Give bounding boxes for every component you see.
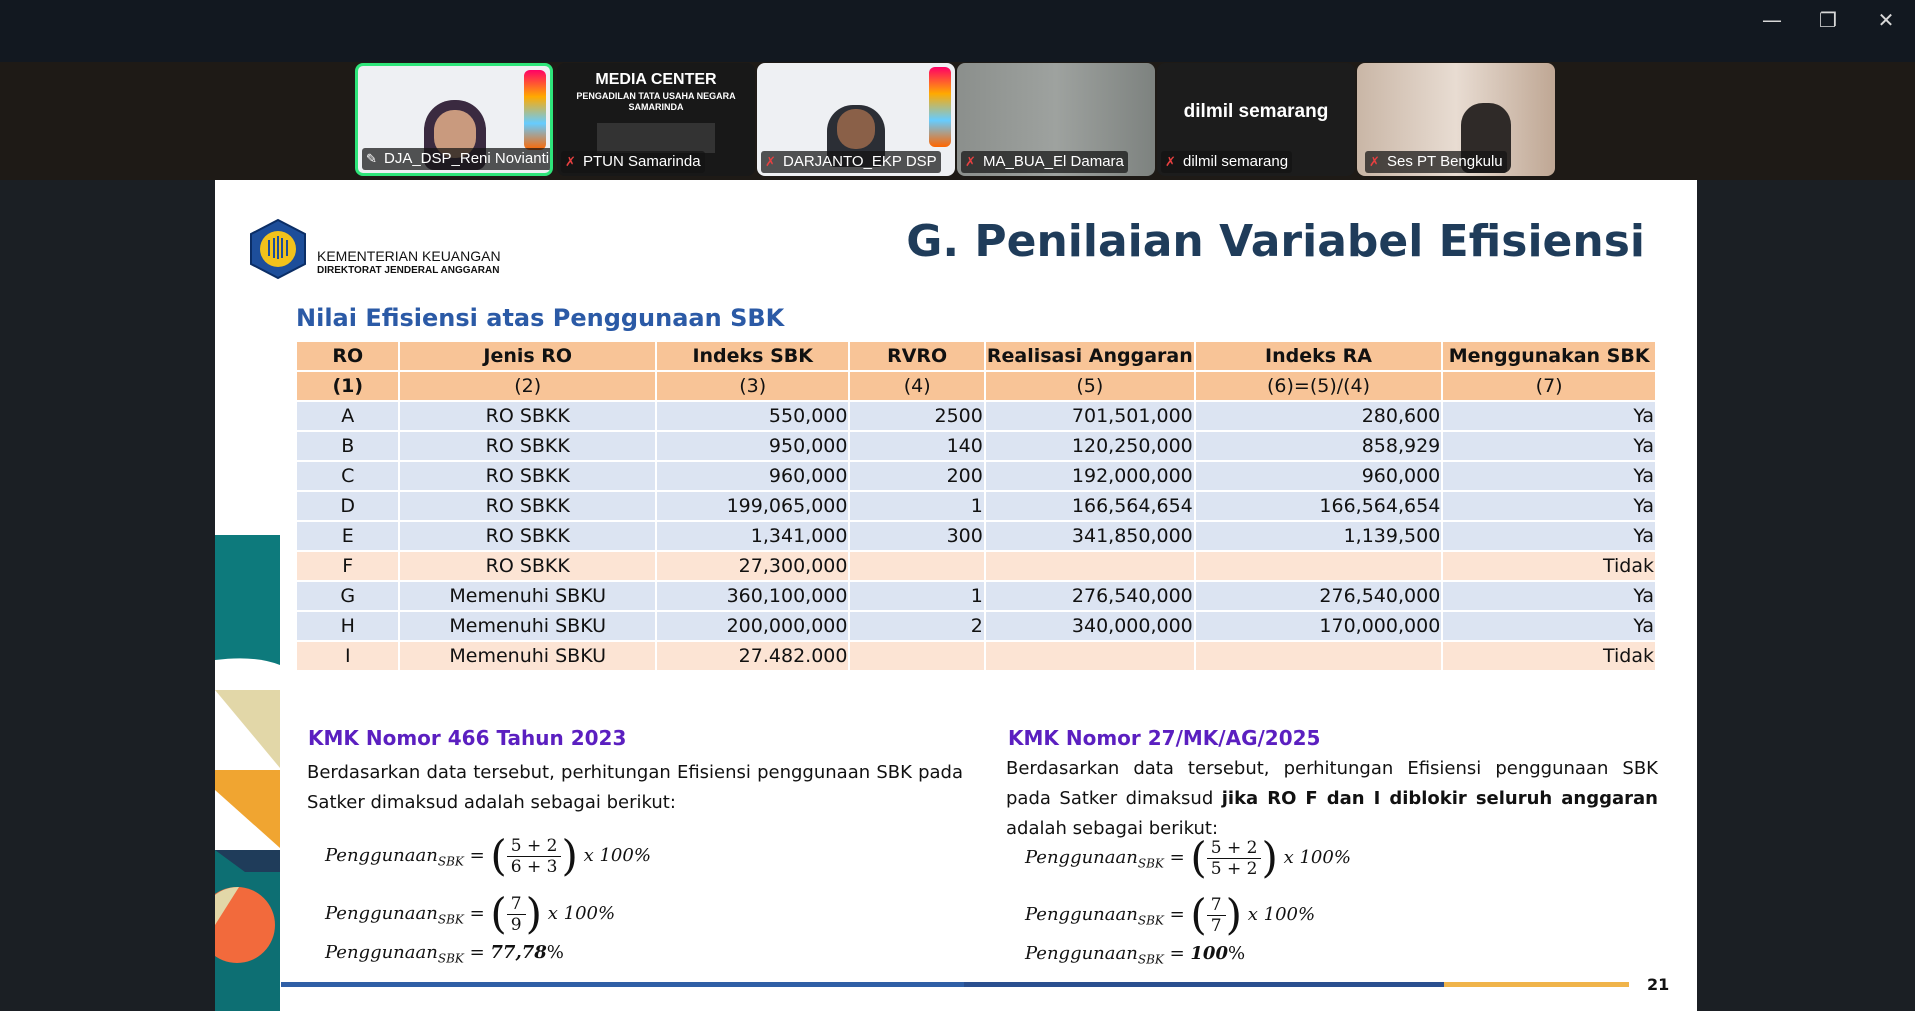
formula-right-2: Penggunaan$_{SBK}$ = ( $\frac{7}{7}$ ) x 100% <box>1025 890 1316 939</box>
footer-bar <box>1444 982 1629 987</box>
formula-numerator: 5 + 2 <box>1207 838 1262 859</box>
cell-indeks-sbk: 960,000 <box>657 462 848 490</box>
table-row <box>297 552 1655 580</box>
kmk-right-heading: KMK Nomor 27/MK/AG/2025 <box>1008 726 1321 750</box>
cell-ro: E <box>297 522 398 550</box>
mic-muted-icon: ✗ <box>965 154 976 169</box>
cell-realisasi: 192,000,000 <box>986 462 1194 490</box>
cell-ro: D <box>297 492 398 520</box>
kmk-left-text: Berdasarkan data tersebut, perhitungan Efisiensi penggunaan SBK pada Satker dimaksud adalah sebagai berikut: <box>307 762 963 813</box>
formula-label: Penggunaan <box>1025 847 1138 868</box>
table-row <box>297 522 1655 550</box>
cell-indeks-ra <box>1196 552 1442 580</box>
formula-result: 77,78 <box>490 942 547 963</box>
cell-indeks-sbk: 199,065,000 <box>657 492 848 520</box>
footer-bar <box>281 982 1029 987</box>
cell-indeks-sbk: 950,000 <box>657 432 848 460</box>
efficiency-table <box>295 340 1657 672</box>
table-row <box>297 432 1655 460</box>
decor-shape <box>215 770 280 848</box>
formula-right-1: Penggunaan$_{SBK}$ = ( $\frac{5 + 2}{5 + 2}$ ) x 100% <box>1025 833 1351 882</box>
cell-indeks-sbk: 27.482.000 <box>657 642 848 670</box>
column-number: (7) <box>1443 372 1655 400</box>
table-row <box>297 402 1655 430</box>
table-header-row <box>297 342 1655 370</box>
formula-subscript: SBK <box>437 951 464 966</box>
column-header: Jenis RO <box>400 342 655 370</box>
window-titlebar <box>0 0 1915 62</box>
formula-subscript: SBK <box>437 912 464 927</box>
participant-tile[interactable] <box>957 63 1155 176</box>
decor-banner <box>929 67 951 147</box>
decor-shape <box>215 535 280 690</box>
column-number-row <box>297 372 1655 400</box>
cell-ro: G <box>297 582 398 610</box>
cell-menggunakan: Tidak <box>1443 552 1655 580</box>
column-number: (3) <box>657 372 848 400</box>
cell-realisasi: 701,501,000 <box>986 402 1194 430</box>
cell-indeks-sbk: 200,000,000 <box>657 612 848 640</box>
cell-rvro <box>850 642 983 670</box>
mic-muted-icon: ✗ <box>1165 154 1176 169</box>
decor-shape <box>215 690 280 768</box>
cell-ro: I <box>297 642 398 670</box>
cell-jenis: Memenuhi SBKU <box>400 642 655 670</box>
table-row <box>297 492 1655 520</box>
slide-title: G. Penilaian Variabel Efisiensi <box>906 216 1645 267</box>
cell-realisasi <box>986 552 1194 580</box>
kmk-left-heading: KMK Nomor 466 Tahun 2023 <box>308 726 627 750</box>
formula-subscript: SBK <box>1137 856 1164 871</box>
participant-name: ✗ MA_BUA_El Damara <box>961 151 1128 173</box>
formula-denominator: 7 <box>1210 915 1222 936</box>
formula-subscript: SBK <box>1137 913 1164 928</box>
participant-tile[interactable] <box>1157 63 1355 176</box>
formula-subscript: SBK <box>1137 952 1164 967</box>
shared-slide <box>215 180 1697 1011</box>
formula-numerator: 7 <box>1207 895 1226 916</box>
cell-rvro <box>850 552 983 580</box>
column-header: Menggunakan SBK <box>1443 342 1655 370</box>
formula-subscript: SBK <box>437 854 464 869</box>
cell-indeks-ra <box>1196 642 1442 670</box>
cell-jenis: RO SBKK <box>400 552 655 580</box>
column-number: (4) <box>850 372 983 400</box>
cell-realisasi: 340,000,000 <box>986 612 1194 640</box>
org-unit: DIREKTORAT JENDERAL ANGGARAN <box>317 265 500 276</box>
cell-indeks-sbk: 360,100,000 <box>657 582 848 610</box>
cell-indeks-ra: 166,564,654 <box>1196 492 1442 520</box>
participant-display-name: dilmil semarang <box>1183 101 1329 122</box>
cell-indeks-sbk: 27,300,000 <box>657 552 848 580</box>
cell-indeks-ra: 170,000,000 <box>1196 612 1442 640</box>
table-row <box>297 642 1655 670</box>
cell-jenis: RO SBKK <box>400 462 655 490</box>
participant-tile[interactable] <box>1357 63 1555 176</box>
column-header: Indeks RA <box>1196 342 1442 370</box>
participant-name: ✗ dilmil semarang <box>1161 151 1292 173</box>
cell-realisasi: 341,850,000 <box>986 522 1194 550</box>
cell-indeks-sbk: 550,000 <box>657 402 848 430</box>
cell-menggunakan: Ya <box>1443 432 1655 460</box>
participant-tile[interactable] <box>557 63 755 176</box>
kemenkeu-logo <box>247 218 309 285</box>
cell-ro: H <box>297 612 398 640</box>
formula-left-result: Penggunaan$_{SBK}$ = 77,78% <box>325 942 564 966</box>
cell-realisasi: 276,540,000 <box>986 582 1194 610</box>
formula-label: Penggunaan <box>325 942 438 963</box>
column-number: (2) <box>400 372 655 400</box>
cell-rvro: 2 <box>850 612 983 640</box>
cell-menggunakan: Ya <box>1443 522 1655 550</box>
banner-line: PENGADILAN TATA USAHA NEGARA <box>576 91 736 101</box>
cell-jenis: RO SBKK <box>400 432 655 460</box>
formula-right-result: Penggunaan$_{SBK}$ = 100% <box>1025 943 1246 967</box>
kmk-right-text-a: Berdasarkan data tersebut, perhitungan Efisiensi penggunaan SBK pada Satker dimaksud <box>1006 758 1658 809</box>
kmk-right-text <box>1006 754 1658 844</box>
page-number: 21 <box>1647 975 1670 994</box>
formula-percent: % <box>1227 943 1246 964</box>
column-number: (5) <box>986 372 1194 400</box>
column-header: RVRO <box>850 342 983 370</box>
cell-menggunakan: Ya <box>1443 612 1655 640</box>
formula-result: 100 <box>1190 943 1228 964</box>
banner-title: MEDIA CENTER <box>595 71 717 88</box>
cell-jenis: Memenuhi SBKU <box>400 612 655 640</box>
cell-rvro: 200 <box>850 462 983 490</box>
cell-menggunakan: Ya <box>1443 462 1655 490</box>
banner-line: SAMARINDA <box>628 102 684 112</box>
cell-rvro: 2500 <box>850 402 983 430</box>
participant-tile[interactable] <box>757 63 955 176</box>
cell-menggunakan: Tidak <box>1443 642 1655 670</box>
cell-indeks-ra: 960,000 <box>1196 462 1442 490</box>
minimize-button[interactable]: — <box>1762 8 1782 32</box>
cell-indeks-ra: 1,139,500 <box>1196 522 1442 550</box>
decor-shape <box>215 850 280 1011</box>
cell-ro: A <box>297 402 398 430</box>
cell-rvro: 140 <box>850 432 983 460</box>
cell-jenis: RO SBKK <box>400 492 655 520</box>
formula-label: Penggunaan <box>1025 904 1138 925</box>
org-name: KEMENTERIAN KEUANGAN <box>317 248 501 264</box>
formula-numerator: 5 + 2 <box>507 836 562 857</box>
cell-realisasi: 166,564,654 <box>986 492 1194 520</box>
formula-multiplier: x 100% <box>1283 847 1351 868</box>
column-number: (1) <box>297 372 398 400</box>
formula-left-1: Penggunaan$_{SBK}$ = ( $\frac{5 + 2}{6 + 3}$ ) x 100% <box>325 831 651 880</box>
cell-jenis: Memenuhi SBKU <box>400 582 655 610</box>
cell-realisasi <box>986 642 1194 670</box>
cell-indeks-sbk: 1,341,000 <box>657 522 848 550</box>
decor-banner <box>524 70 546 150</box>
cell-realisasi: 120,250,000 <box>986 432 1194 460</box>
participant-name: ✗ Ses PT Bengkulu <box>1365 151 1507 173</box>
restore-button[interactable]: ❐ <box>1819 8 1837 32</box>
room-desk <box>597 123 715 153</box>
formula-denominator: 5 + 2 <box>1210 858 1258 879</box>
column-header: RO <box>297 342 398 370</box>
cell-rvro: 1 <box>850 492 983 520</box>
kmk-right-text-b: adalah sebagai berikut: <box>1006 818 1219 839</box>
cell-ro: B <box>297 432 398 460</box>
participant-name: ✗ PTUN Samarinda <box>561 151 705 173</box>
table-row <box>297 462 1655 490</box>
formula-denominator: 6 + 3 <box>510 856 558 877</box>
table-subtitle: Nilai Efisiensi atas Penggunaan SBK <box>296 304 785 332</box>
mic-muted-icon: ✗ <box>765 154 776 169</box>
cell-rvro: 300 <box>850 522 983 550</box>
cell-ro: F <box>297 552 398 580</box>
formula-multiplier: x 100% <box>547 903 616 924</box>
column-number: (6)=(5)/(4) <box>1196 372 1442 400</box>
column-header: Realisasi Anggaran <box>986 342 1194 370</box>
formula-label: Penggunaan <box>325 845 438 866</box>
participant-name: ✗ DARJANTO_EKP DSP <box>761 151 941 173</box>
cell-ro: C <box>297 462 398 490</box>
cell-indeks-ra: 276,540,000 <box>1196 582 1442 610</box>
cell-rvro: 1 <box>850 582 983 610</box>
cell-menggunakan: Ya <box>1443 402 1655 430</box>
participant-tile[interactable] <box>355 63 553 176</box>
formula-multiplier: x 100% <box>583 845 651 866</box>
formula-numerator: 7 <box>507 894 526 915</box>
footer-bar <box>964 982 1444 987</box>
table-row <box>297 612 1655 640</box>
close-button[interactable]: ✕ <box>1877 8 1895 32</box>
formula-label: Penggunaan <box>325 903 438 924</box>
cell-indeks-ra: 858,929 <box>1196 432 1442 460</box>
formula-percent: % <box>546 942 564 963</box>
formula-denominator: 9 <box>510 914 522 935</box>
cell-indeks-ra: 280,600 <box>1196 402 1442 430</box>
cell-jenis: RO SBKK <box>400 402 655 430</box>
column-header: Indeks SBK <box>657 342 848 370</box>
table-row <box>297 582 1655 610</box>
cell-menggunakan: Ya <box>1443 492 1655 520</box>
formula-multiplier: x 100% <box>1247 904 1316 925</box>
mic-muted-icon: ✗ <box>1369 154 1380 169</box>
participant-name: ✎ DJA_DSP_Reni Novianti <box>362 148 553 170</box>
kmk-right-text-bold: jika RO F dan I diblokir seluruh anggaran <box>1221 788 1658 809</box>
participant-face <box>837 109 875 149</box>
mic-muted-icon: ✗ <box>565 154 576 169</box>
formula-left-2: Penggunaan$_{SBK}$ = ( $\frac{7}{9}$ ) x 100% <box>325 889 616 938</box>
cell-menggunakan: Ya <box>1443 582 1655 610</box>
cell-jenis: RO SBKK <box>400 522 655 550</box>
formula-label: Penggunaan <box>1025 943 1138 964</box>
